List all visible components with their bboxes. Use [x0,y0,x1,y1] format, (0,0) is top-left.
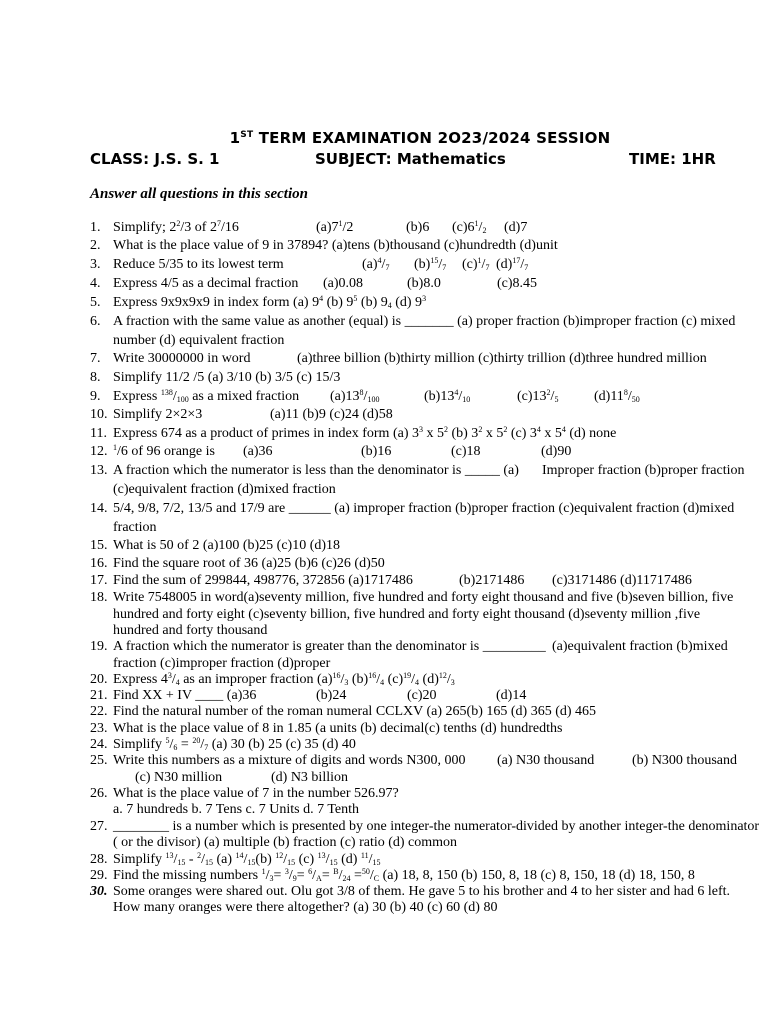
question-number: 9. [90,389,101,404]
question-text: Express $4^3/_4$ as an improper fraction $(a)^{16}/_3$ $(b)^{16}/_4$ $(c)^{19}/_4$ $(d)^{12}/_3$ [113,671,455,687]
question-text: A fraction which the numerator is less than the denominator is _____ (a) [113,463,519,478]
question-number: 18. [90,590,108,605]
question-text: Write 30000000 in word [113,351,251,366]
question-text: Find XX + IV ____ (a)36 [113,688,257,703]
question-number: 1. [90,220,101,235]
question-number: 6. [90,314,101,329]
option-b: (b)16 [361,444,392,459]
option-b: $(b)^{15}/_7$ [414,256,447,272]
options: (a)three billion (b)thirty million (c)thirty trillion (d)three hundred million [297,351,707,366]
question-text: Find the sum of 299844, 498776, 372856 (a)1717486 [113,573,413,588]
option-d: (d)14 [496,688,527,703]
question-text-line-2: ( or the divisor) (a) multiple (b) fraction (c) ratio (d) common [113,835,458,850]
option-b: (b)6 [406,220,430,235]
question-number: 10. [90,407,108,422]
question-number: 7. [90,351,101,366]
option-b: $(b)13^4/_{10}$ [424,388,471,404]
question-text: Write this numbers as a mixture of digits and words N300, 000 [113,753,466,768]
question-number: 14. [90,501,108,516]
option-c: (c)18 [451,444,481,459]
question-text: 5/4, 9/8, 7/2, 13/5 and 17/9 are ______ (a) improper fraction (b)proper fraction (c)equivalent fraction (d)mixed [113,501,735,516]
option-a: $(a)13^8/_{100}$ [330,388,380,404]
question-text: $^1$/6 of 96 orange is [113,443,215,459]
question-text: Simplify; $2^2/3$ of $2^7/16$ [113,219,239,235]
question-text: A fraction which the numerator is greater than the denominator is _________ [113,639,546,654]
option-c: $(c)13^2/_5$ [517,388,559,404]
option-c: (c)20 [407,688,437,703]
question-text: Simplify 11/2 /5 (a) 3/10 (b) 3/5 (c) 15/3 [113,370,341,385]
options: (a)equivalent fraction (b)mixed [552,639,728,654]
question-text-line-2: hundred and forty eight (c)seventy billion, five hundred and forty eight thousand (d)seventy million ,five [113,607,701,622]
question-text: Express 674 as a product of primes in index form (a) $3^3$ x $5^2$ (b) $3^2$ x $5^2$ (c) $3^4$ x $5^4$ (d) none [113,425,617,441]
exam-title: 1ST TERM EXAMINATION 2O23/2024 SESSION [229,129,611,147]
class-label: CLASS: J.S. S. 1 [90,150,220,168]
question-number: 23. [90,721,108,736]
question-number: 2. [90,238,101,253]
question-text: What is the place value of 7 in the number 526.97? [113,786,399,801]
option-a: (a)0.08 [323,276,364,291]
question-text-line-2: How many oranges were there altogether? (a) 30 (b) 40 (c) 60 (d) 80 [113,900,498,915]
question-text: What is 50 of 2 (a)100 (b)25 (c)10 (d)18 [113,538,341,553]
question-text: Find the natural number of the roman numeral CCLXV (a) 265(b) 165 (d) 365 (d) 465 [113,704,597,719]
question-text-line-2: (c)equivalent fraction (d)mixed fraction [113,482,336,497]
option-a: (a) N30 thousand [497,753,595,768]
option-c: (c)8.45 [497,276,538,291]
options: (a)11 (b)9 (c)24 (d)58 [270,407,393,422]
question-number: 17. [90,573,108,588]
option-c: $(c)6^1/_2$ [452,219,487,235]
option-a: $(a)^4/_7$ [362,256,390,272]
question-text-line-3: hundred and forty thousand [113,623,268,638]
option-c: (c) N30 million [135,770,223,785]
question-options: a. 7 hundreds b. 7 Tens c. 7 Units d. 7 Tenth [113,802,359,817]
option-d: (d) N3 billion [271,770,348,785]
question-number: 4. [90,276,101,291]
option-a: $(a)7^1/2$ [316,219,354,235]
question-number: 16. [90,556,108,571]
time-label: TIME: 1HR [629,150,716,168]
option-d: (d)7 [504,220,528,235]
question-text-line-2: fraction [113,520,157,535]
question-text: ________ is a number which is presented by one integer-the numerator-divided by another integer-the denominator [113,819,760,834]
question-number: 5. [90,295,101,310]
question-text: Simplify $^{13}/_{15} - ^2/_{15}$ (a) $^{14}/_{15}(b)$ $^{12}/_{15}$ (c) $^{13}/_{15}$ (d) $^{11}/_{15}$ [113,851,381,867]
option-b: (b)24 [316,688,347,703]
question-number: 19. [90,639,108,654]
subject-label: SUBJECT: Mathematics [315,150,506,168]
question-text: Simplify 2×2×3 [113,407,203,422]
question-text-line-2: number (d) equivalent fraction [113,333,285,348]
question-number: 25. [90,753,108,768]
question-text: Express 4/5 as a decimal fraction [113,276,299,291]
option-b: (b)8.0 [407,276,441,291]
question-number: 29. [90,868,108,883]
question-number: 3. [90,257,101,272]
option-a: (a)36 [243,444,273,459]
question-text: What is the place value of 9 in 37894? (a)tens (b)thousand (c)hundredth (d)unit [113,238,558,253]
question-number: 13. [90,463,108,478]
question-number: 27. [90,819,108,834]
option-c: $(c)^1/_7$ [462,256,490,272]
question-text: Reduce 5/35 to its lowest term [113,257,284,272]
instruction: Answer all questions in this section [90,186,308,202]
question-text: Find the square root of 36 (a)25 (b)6 (c)26 (d)50 [113,556,385,571]
question-text: Find the missing numbers $^1/_3= ^3/_9= ^6/_A= ^B/_{24} =^{50}/_C$ (a) 18, 8, 150 (b) 150, 8, 18 (c) 8, 150, 18 (d) 18, 150, 8 [113,867,695,883]
question-number: 20. [90,672,108,687]
question-number: 26. [90,786,108,801]
question-number: 24. [90,737,108,752]
options: Improper fraction (b)proper fraction [542,463,745,478]
question-number: 30. [90,884,108,899]
question-number: 22. [90,704,108,719]
question-number: 8. [90,370,101,385]
question-number: 11. [90,426,107,441]
question-text: A fraction with the same value as another (equal) is _______ (a) proper fraction (b)improper fraction (c) mixed [113,314,736,329]
option-b: (b) N300 thousand [632,753,737,768]
question-number: 12. [90,444,108,459]
question-number: 28. [90,852,108,867]
option-d: $(d)^{17}/_7$ [496,256,529,272]
question-text-line-2: fraction (c)improper fraction (d)proper [113,656,331,671]
question-text: Express $^{138}/_{100}$ as a mixed fraction [113,388,300,404]
question-text: Simplify $^5/_6 = ^{20}/_7$ (a) 30 (b) 25 (c) 35 (d) 40 [113,736,356,752]
question-text: Write 7548005 in word(a)seventy million, five hundred and forty eight thousand and five (b)seven billion, five [113,590,734,605]
option-d: $(d)11^8/_{50}$ [594,388,640,404]
question-text: Some oranges were shared out. Olu got 3/8 of them. He gave 5 to his brother and 4 to her sister and had 6 left. [113,884,731,899]
question-number: 15. [90,538,108,553]
question-number: 21. [90,688,108,703]
options-c-d: (c)3171486 (d)11717486 [552,573,692,588]
option-d: (d)90 [541,444,572,459]
question-text: Express 9x9x9x9 in index form (a) $9^4$ (b) $9^5$ (b) $9_4$ (d) $9^3$ [113,294,427,310]
option-b: (b)2171486 [459,573,525,588]
question-text: What is the place value of 8 in 1.85 (a units (b) decimal(c) tenths (d) hundredths [113,721,563,736]
